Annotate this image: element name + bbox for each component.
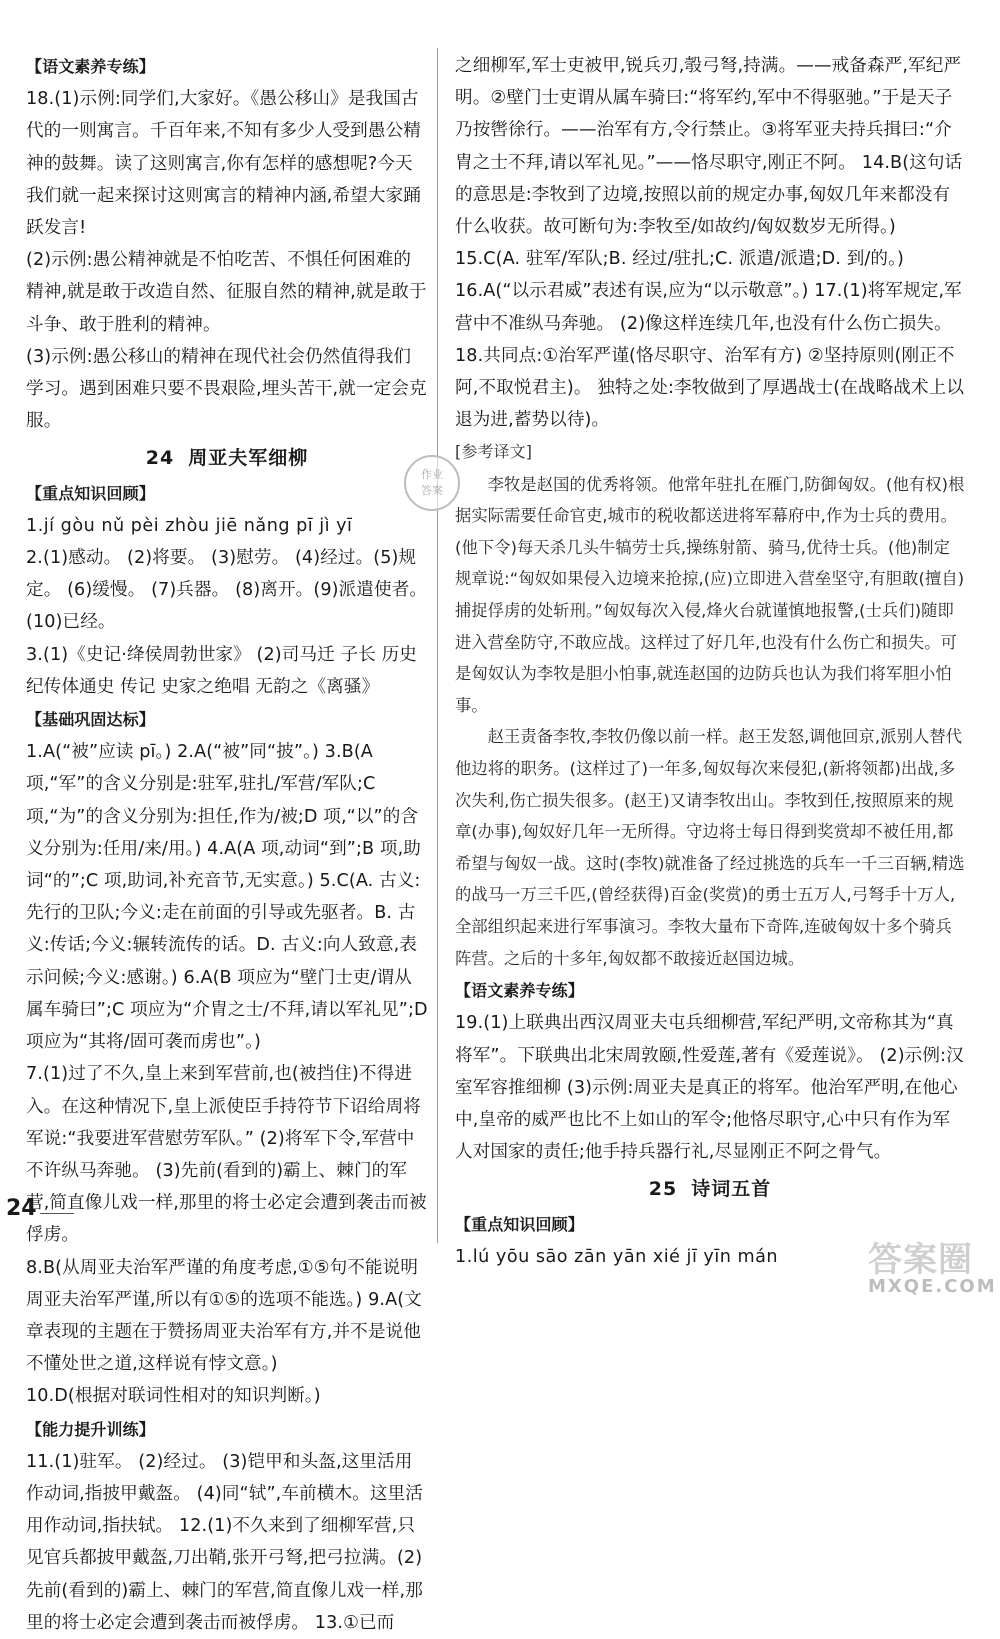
lesson-title	[26, 442, 428, 474]
stamp-line-1: 作业	[421, 468, 443, 481]
answer-e1-pinyin: 1.lú yōu sāo zān yān xié jī yīn mán	[455, 1246, 779, 1267]
translation-paragraph-1: 李牧是赵国的优秀将领。他常年驻扎在雁门,防御匈奴。(他有权)根据实际需要任命官吏,城市的税收都送进将军幕府中,作为士兵的费用。(他下令)每天杀几头牛犒劳士兵,操练射箭、骑马,优待士兵。(他)制定规章说:“匈奴如果侵入边境来抢掠,(应)立即进入营垒坚守,有胆敢(擅自)捕捉俘虏的处斩刑。”匈奴每次入侵,烽火台就谨慎地报警,(士兵们)随即进入营垒防守,不敢应战。这样过了好几年,也没有什么伤亡和损失。可是匈奴认为李牧是胆小怕事,就连赵国的边防兵也认为我们将军胆小怕事。	[455, 474, 965, 715]
page-number-rule	[40, 1213, 74, 1214]
answer-18-1: 18.(1)示例:同学们,大家好。《愚公移山》是我国古代的一则寓言。千百年来,不知有多少人受到愚公精神的鼓舞。读了这则寓言,你有怎样的感想呢?今天我们就一起来探讨这则寓言的精神内涵,希望大家踊跃发言!	[26, 89, 421, 239]
translation-paragraph-2: 赵王责备李牧,李牧仍像以前一样。赵王发怒,调他回京,派别人替代他边将的职务。(这样过了)一年多,匈奴每次来侵犯,(新将领都)出战,多次失利,伤亡损失很多。(赵王)又请李牧出山。李牧到任,按照原来的规章(办事),匈奴好几年一无所得。守边将士每日得到奖赏却不被任用,都希望与匈奴一战。这时(李牧)就准备了经过挑选的兵车一千三百辆,精选的战马一万三千匹,(曾经获得)百金(奖赏)的勇士五万人,弓弩手十万人,全部组织起来进行军事演习。李牧大量布下奇阵,连破匈奴十多个骑兵阵营。之后的十多年,匈奴都不敢接近赵国边城。	[455, 727, 965, 968]
answer-c13-cont: 之细柳军,军士吏被甲,锐兵刃,彀弓弩,持满。——戒备森严,军纪严明。②壁门士吏谓从属车骑曰:“将军约,军中不得驱驰。”于是天子乃按辔徐行。——治军有方,令行禁止。③将军亚夫持兵揖曰:“介胄之士不拜,请以军礼见。”——恪尽职守,刚正不阿。	[455, 56, 962, 173]
answer-b8-9: 8.B(从周亚夫治军严谨的角度考虑,①⑤句不能说明周亚夫治军严谨,所以有①⑤的选项不能选。) 9.A(文章表现的主题在于赞扬周亚夫治军有方,并不是说他不懂处世之道,这样说有悖文意。)	[26, 1257, 422, 1375]
column-divider	[437, 48, 438, 1243]
answer-b1-6: 1.A(“被”应读 pī。) 2.A(“被”同“披”。) 3.B(A 项,“军”的含义分别是:驻军,驻扎/军营/军队;C 项,“为”的含义分别为:担任,作为/被;D 项,“以”的含义分别为:任用/来/用。) 4.A(A 项,动词“到”;B 项,助词“的”;C 项,助词,补充音节,无实意。) 5.C(A. 古义:先行的卫队;今义:走在前面的引导或先驱者。B. 古义:传话;今义:辗转流传的话。D. 古义:向人致意,表示问候;今义:感谢。) 6.A(B 项应为“壁门士吏/谓从属车骑曰”;C 项应为“介胄之士/不拜,请以军礼见”;D 项应为“其将/固可袭而虏也”。)	[26, 742, 428, 1053]
watermark-url: MXQE.COM	[868, 1276, 997, 1297]
answer-k2: 2.(1)感动。 (2)将要。 (3)慰劳。 (4)经过。(5)规定。 (6)缓慢。 (7)兵器。 (8)离开。(9)派遣使者。 (10)已经。	[26, 548, 428, 633]
page-number: 24	[6, 1196, 37, 1221]
answer-18-2: (2)示例:愚公精神就是不怕吃苦、不惧任何困难的精神,就是敢于改造自然、征服自然的精神,就是敢于斗争、敢于胜利的精神。	[26, 250, 427, 335]
right-column	[455, 50, 965, 1273]
answer-d19: 19.(1)上联典出西汉周亚夫屯兵细柳营,军纪严明,文帝称其为“真将军”。下联典出北宋周敦颐,性爱莲,著有《爱莲说》。 (2)示例:汉室军容推细柳 (3)示例:周亚夫是真正的将军。他治军严明,在他心中,皇帝的威严也比不上如山的军令;他恪尽职守,心中只有作为军人对国家的责任;他手持兵器行礼,尽显刚正不阿之骨气。	[455, 1013, 964, 1163]
stamp-line-2: 答案	[421, 484, 443, 497]
answer-b7: 7.(1)过了不久,皇上来到军营前,也(被挡住)不得进入。在这种情况下,皇上派使臣手持符节下诏给周将军说:“我要进军营慰劳军队。” (2)将军下令,军营中不许纵马奔驰。 (3)先前(看到的)霸上、棘门的军营,简直像儿戏一样,那里的将士必定会遭到袭击而被俘虏。	[26, 1064, 427, 1246]
section-header: 【语文素养专练】	[455, 981, 584, 1001]
section-header: 【重点知识回顾】	[26, 483, 155, 503]
section-header: 【能力提升训练】	[26, 1419, 155, 1439]
lesson-number: 25	[648, 1178, 678, 1201]
answer-k1-pinyin: 1.jí gòu nǔ pèi zhòu jiē nǎng pī jì yī	[26, 515, 353, 536]
answer-c18: 18.共同点:①治军严谨(恪尽职守、治军有方) ②坚持原则(刚正不阿,不取悦君主)。 独特之处:李牧做到了厚遇战士(在战略战术上以退为进,蓄势以待)。	[455, 345, 965, 431]
answer-k3: 3.(1)《史记·绛侯周勃世家》 (2)司马迁 子长 历史 纪传体通史 传记 史家之绝唱 无韵之《离骚》	[26, 644, 417, 697]
lesson-name: 周亚夫军细柳	[188, 447, 309, 470]
answer-18-3: (3)示例:愚公移山的精神在现代社会仍然值得我们学习。遇到困难只要不畏艰险,埋头苦干,就一定会克服。	[26, 346, 427, 432]
left-column	[26, 50, 428, 1639]
lesson-title	[455, 1173, 965, 1205]
section-header: 【语文素养专练】	[26, 57, 155, 76]
watermark-logo: 答案圈	[868, 1240, 973, 1280]
translation-header: [参考译文]	[455, 442, 533, 462]
lesson-number: 24	[145, 447, 175, 470]
answer-c11-13: 11.(1)驻军。 (2)经过。 (3)铠甲和头盔,这里活用作动词,指披甲戴盔。 (4)同“轼”,车前横木。这里活用作动词,指扶轼。 12.(1)不久来到了细柳军营,只见官兵都披甲戴盔,刀出鞘,张开弓弩,把弓拉满。(2)先前(看到的)霸上、棘门的军营,简直像儿戏一样,那里的将士必定会遭到袭击而被俘虏。 13.①已而	[26, 1451, 423, 1633]
answer-b10: 10.D(根据对联词性相对的知识判断。)	[26, 1386, 321, 1407]
site-watermark	[868, 1232, 997, 1304]
section-header: 【重点知识回顾】	[455, 1214, 584, 1234]
answer-c14-17: 14.B(这句话的意思是:李牧到了边境,按照以前的规定办事,匈奴几年来都没有什么收获。故可断句为:李牧至/如故约/匈奴数岁无所得。) 15.C(A. 驻军/军队;B. 经过/驻扎;C. 派遣/派遣;D. 到/的。) 16.A(“以示君威”表述有误,应为“以示敬意”。) 17.(1)将军规定,军营中不准纵马奔驰。 (2)像这样连续几年,也没有什么伤亡损失。	[455, 152, 963, 334]
section-header: 【基础巩固达标】	[26, 710, 155, 730]
homework-stamp	[404, 455, 460, 511]
lesson-name: 诗词五首	[691, 1178, 772, 1201]
